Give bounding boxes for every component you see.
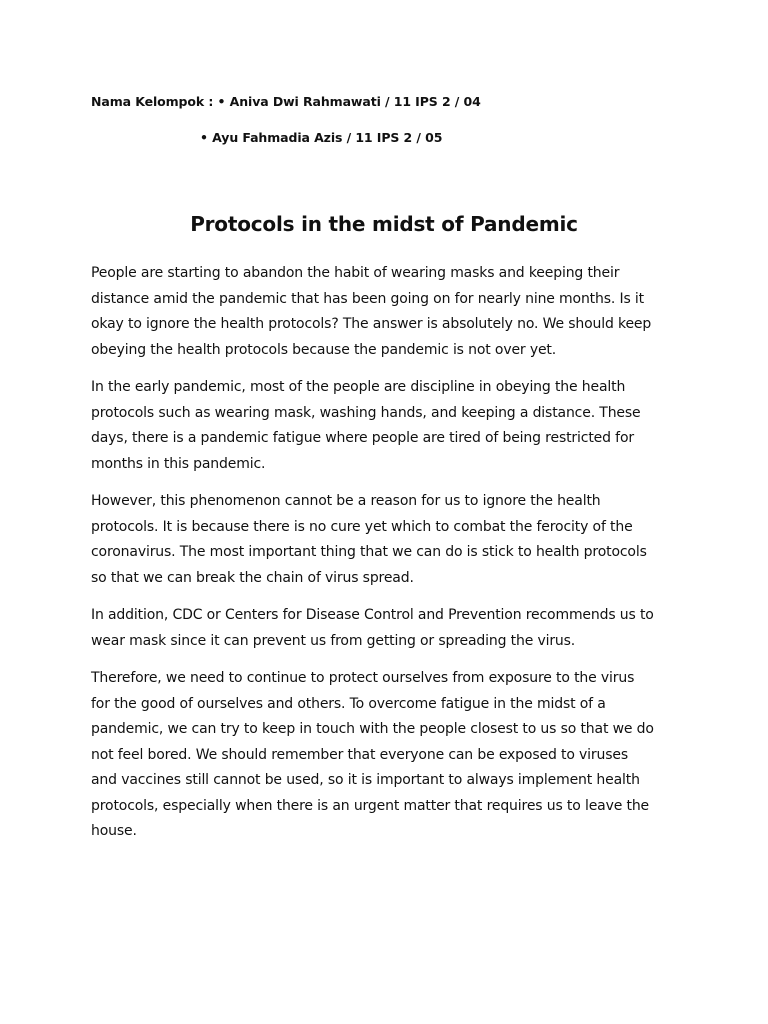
paragraph-line: house.	[91, 823, 137, 839]
paragraph-line: and vaccines still cannot be used, so it is important to always implement health	[91, 772, 640, 788]
paragraph-line: protocols. It is because there is no cure yet which to combat the ferocity of the	[91, 518, 633, 535]
paragraph-line: not feel bored. We should remember that everyone can be exposed to viruses	[91, 746, 628, 763]
document-title: Protocols in the midst of Pandemic	[190, 212, 578, 236]
paragraph-line: protocols, especially when there is an urgent matter that requires us to leave the	[91, 797, 650, 814]
paragraph-line: so that we can break the chain of virus spread.	[91, 569, 414, 586]
paragraph-line: months in this pandemic.	[91, 455, 266, 472]
paragraph-line: However, this phenomenon cannot be a reason for us to ignore the health	[91, 493, 601, 509]
paragraph-2	[91, 375, 691, 477]
paragraph-line: okay to ignore the health protocols? The answer is absolutely no. We should keep	[91, 316, 652, 332]
paragraph-line: distance amid the pandemic that has been going on for nearly nine months. Is it	[91, 290, 644, 307]
paragraph-3	[91, 489, 691, 591]
member-line: • Ayu Fahmadia Azis / 11 IPS 2 / 05	[200, 130, 443, 145]
paragraph-line: In the early pandemic, most of the people are discipline in obeying the health	[91, 379, 626, 395]
paragraph-line: for the good of ourselves and others. To overcome fatigue in the midst of a	[91, 695, 606, 712]
group-members-line: Nama Kelompok : • Aniva Dwi Rahmawati / 11 IPS 2 / 04	[91, 94, 481, 109]
paragraph-line: In addition, CDC or Centers for Disease Control and Prevention recommends us to	[91, 607, 654, 623]
paragraph-line: wear mask since it can prevent us from getting or spreading the virus.	[91, 632, 576, 649]
paragraph-4	[91, 603, 691, 654]
paragraph-line: Therefore, we need to continue to protect ourselves from exposure to the virus	[91, 670, 635, 686]
paragraph-line: pandemic, we can try to keep in touch with the people closest to us so that we do	[91, 721, 654, 737]
paragraph-line: coronavirus. The most important thing that we can do is stick to health protocols	[91, 544, 647, 560]
paragraph-line: obeying the health protocols because the pandemic is not over yet.	[91, 341, 557, 358]
paragraph-line: days, there is a pandemic fatigue where people are tired of being restricted for	[91, 430, 634, 446]
paragraph-line: protocols such as wearing mask, washing hands, and keeping a distance. These	[91, 404, 641, 421]
paragraph-line: People are starting to abandon the habit of wearing masks and keeping their	[91, 265, 620, 281]
paragraph-5	[91, 666, 691, 845]
paragraph-1	[91, 261, 691, 363]
